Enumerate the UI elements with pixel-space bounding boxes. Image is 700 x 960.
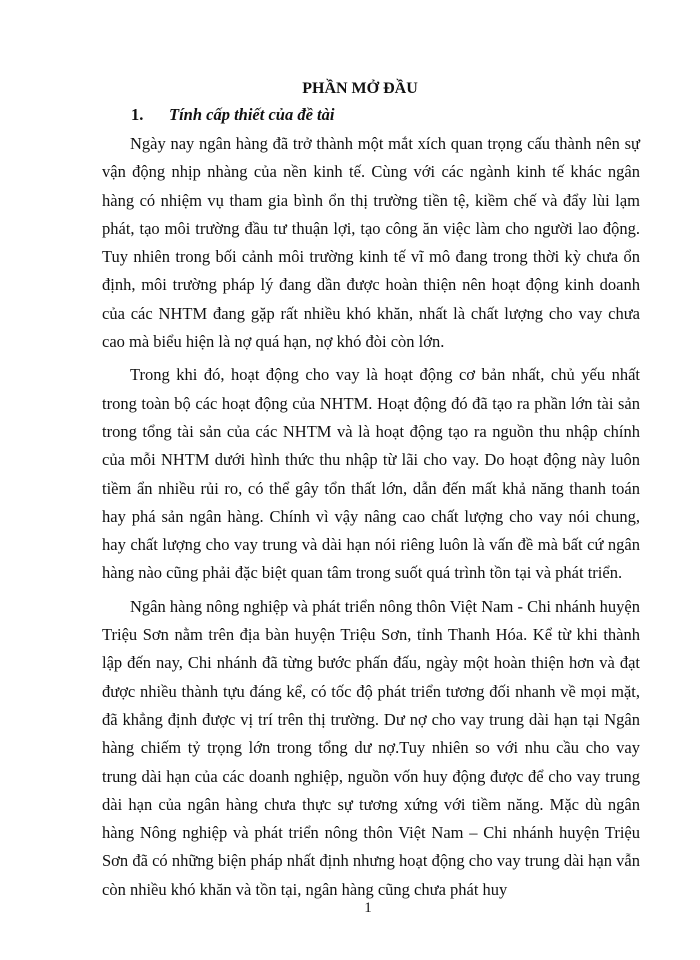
paragraph-3: Ngân hàng nông nghiệp và phát triển nông thôn Việt Nam - Chi nhánh huyện Triệu Sơn nằm trên địa bàn huyện Triệu Sơn, tỉnh Thanh Hóa. Kể từ khi thành lập đến nay, Chi nhánh đã từng bước phấn đấu, ngày một hoàn thiện hơn và đạt được nhiều thành tựu đáng kể, có tốc độ phát triển tương đối nhanh về mọi mặt, đã khẳng định được vị trí trên thị trường. Dư nợ cho vay trung dài hạn tại Ngân hàng chiếm tỷ trọng lớn trong tổng dư nợ.Tuy nhiên so với nhu cầu cho vay trung dài hạn của các doanh nghiệp, nguồn vốn huy động được để cho vay trung dài hạn của ngân hàng chưa thực sự tương xứng với tiềm năng. Mặc dù ngân hàng Nông nghiệp và phát triển nông thôn Việt Nam – Chi nhánh huyện Triệu Sơn đã có những biện pháp nhất định nhưng hoạt động cho vay trung dài hạn vẫn còn nhiều khó khăn và tồn tại, ngân hàng cũng chưa phát huy [102,596,640,899]
section-heading-text: Tính cấp thiết của đề tài [169,105,335,124]
page-title: PHẦN MỞ ĐẦU [302,80,418,97]
section-number: 1. [131,105,144,124]
page-number: 1 [364,900,372,916]
paragraph-1: Ngày nay ngân hàng đã trở thành một mắt xích quan trọng cấu thành nên sự vận động nhịp nhàng của nền kinh tế. Cùng với các ngành kinh tế khác ngân hàng có nhiệm vụ tham gia bình ổn thị trường tiền tệ, kiềm chế và đẩy lùi lạm phát, tạo môi trường đầu tư thuận lợi, tạo công ăn việc làm cho người lao động. Tuy nhiên trong bối cảnh môi trường kinh tế vĩ mô đang trong thời kỳ chưa ổn định, môi trường pháp lý đang dần được hoàn thiện nên hoạt động kinh doanh của các NHTM đang gặp rất nhiều khó khăn, nhất là chất lượng cho vay chưa cao mà biểu hiện là nợ quá hạn, nợ khó đòi còn lớn. [102,134,640,352]
section-heading [131,104,334,126]
paragraph-2: Trong khi đó, hoạt động cho vay là hoạt động cơ bản nhất, chủ yếu nhất trong toàn bộ các hoạt động của NHTM. Hoạt động đó đã tạo ra phần lớn tài sản trong tổng tài sản của các NHTM và là hoạt động tạo ra nguồn thu nhập chính của mỗi NHTM dưới hình thức thu nhập từ lãi cho vay. Do hoạt động này luôn tiềm ẩn nhiều rủi ro, có thể gây tổn thất lớn, dẫn đến mất khả năng thanh toán hay phá sản ngân hàng. Chính vì vậy nâng cao chất lượng cho vay nói chung, hay chất lượng cho vay trung và dài hạn nói riêng luôn là vấn đề mà bất cứ ngân hàng nào cũng phải đặc biệt quan tâm trong suốt quá trình tồn tại và phát triển. [102,365,640,583]
body-text [102,130,640,909]
